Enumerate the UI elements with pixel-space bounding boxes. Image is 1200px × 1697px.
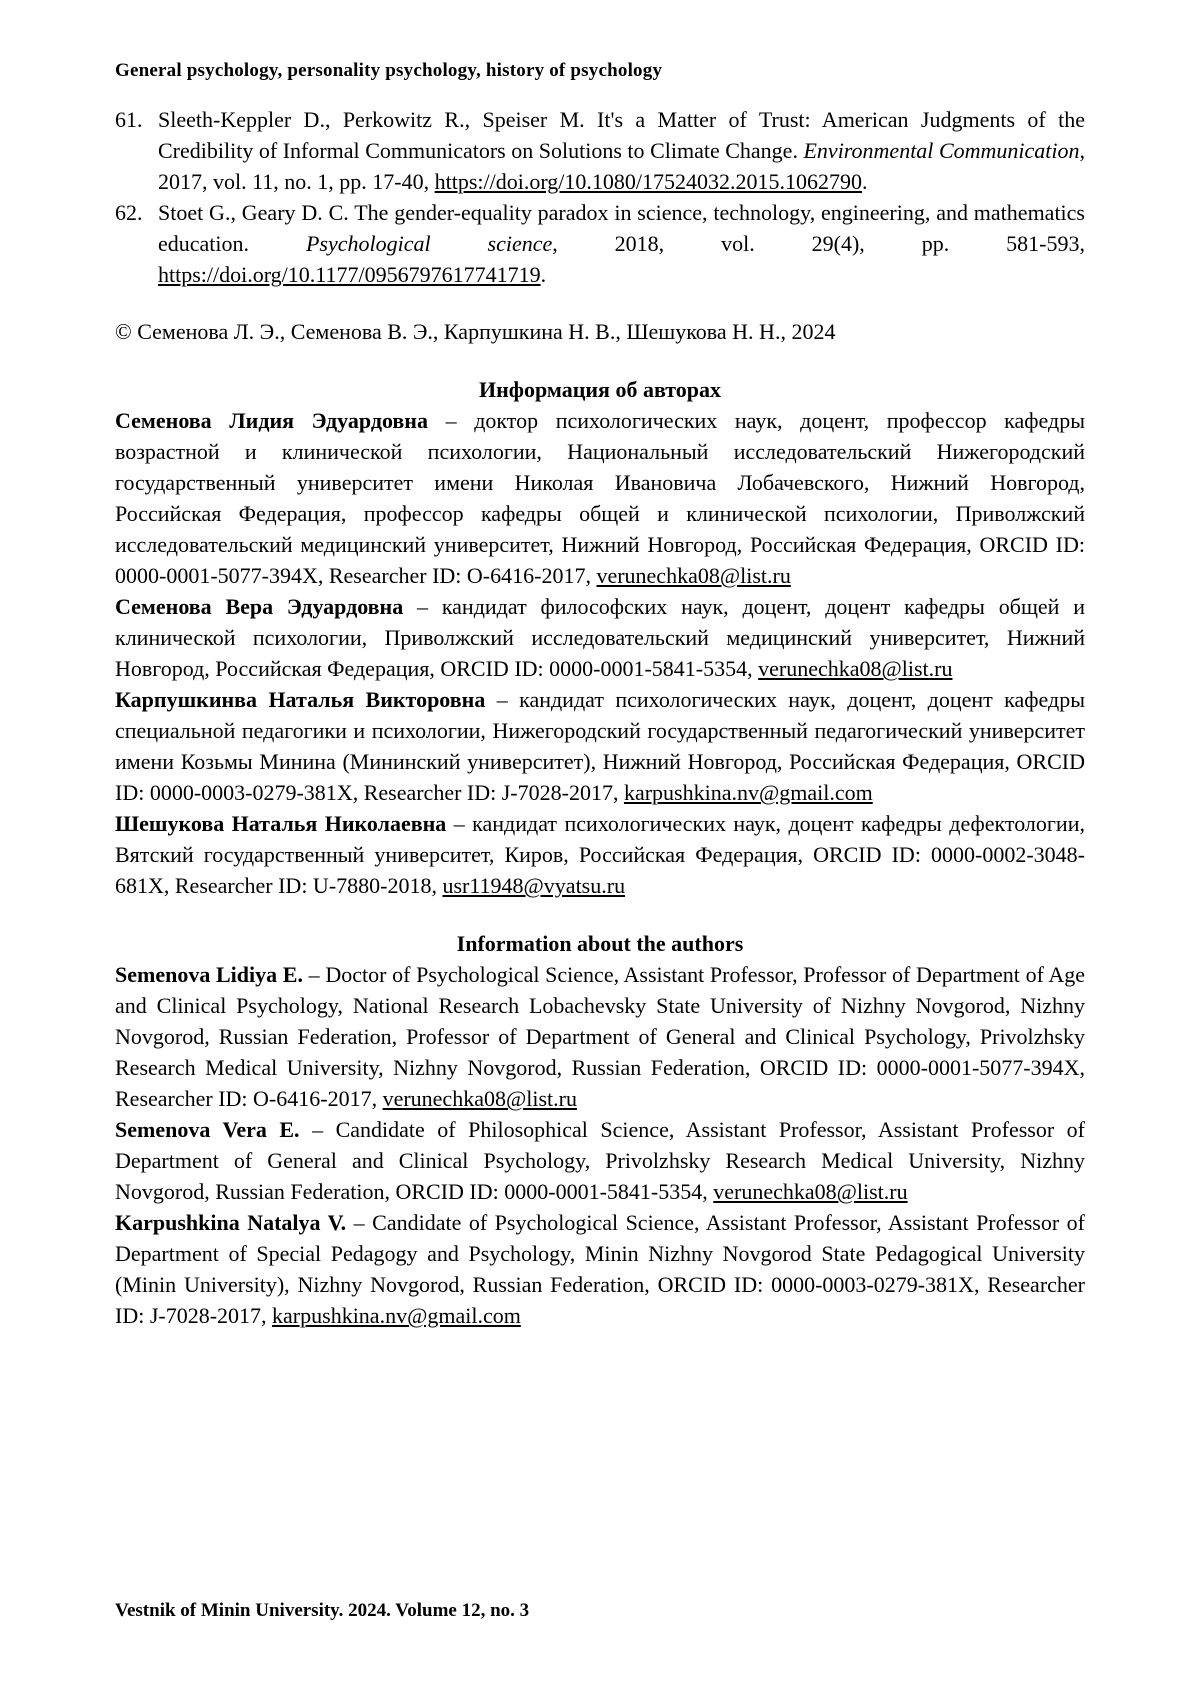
email-link[interactable]: karpushkina.nv@gmail.com	[272, 1303, 521, 1328]
author-paragraph	[115, 808, 1085, 901]
section-heading-ru: Информация об авторах	[478, 377, 722, 402]
doi-link[interactable]: https://doi.org/10.1177/0956797617741719	[158, 262, 541, 287]
author-name: Карпушкинва Наталья Викторовна	[115, 687, 486, 712]
copyright-line: © Семенова Л. Э., Семенова В. Э., Карпушкина Н. В., Шешукова Н. Н., 2024	[115, 319, 836, 344]
author-name: Семенова Лидия Эдуардовна	[115, 408, 428, 433]
authors-info-en	[115, 959, 1085, 1331]
references-list	[115, 104, 1085, 290]
doi-link[interactable]: https://doi.org/10.1080/17524032.2015.1062790	[434, 169, 863, 194]
email-link[interactable]: karpushkina.nv@gmail.com	[623, 780, 873, 805]
author-name: Семенова Вера Эдуардовна	[115, 594, 404, 619]
email-link[interactable]: verunechka08@list.ru	[758, 656, 953, 681]
email-link[interactable]: verunechka08@list.ru	[596, 563, 791, 588]
reference-text: .	[862, 169, 868, 194]
reference-journal-italic: Psychological science	[305, 231, 553, 256]
section-heading-en: Information about the authors	[456, 931, 744, 956]
reference-item-61	[115, 104, 1085, 197]
page-footer: Vestnik of Minin University. 2024. Volume 12, no. 3	[115, 1600, 530, 1621]
author-paragraph	[115, 405, 1085, 591]
reference-text: , 2018, vol. 29(4), pp. 581-593,	[552, 231, 1085, 256]
email-link[interactable]: verunechka08@list.ru	[713, 1179, 908, 1204]
authors-info-ru	[115, 405, 1085, 901]
author-bio: – доктор психологических наук, доцент, профессор кафедры возрастной и клинической психологии, Национальный исследовательский Нижегородский государственный университет имени Николая Ивановича Лобачевского, Нижний Новгород, Российская Федерация, профессор кафедры общей и клинической психологии, Приволжский исследовательский медицинский университет, Нижний Новгород, Российская Федерация, ORCID ID: 0000-0001-5077-394X, Researcher ID: O-6416-2017,	[115, 408, 1086, 588]
reference-text: .	[540, 262, 547, 287]
email-link[interactable]: usr11948@vyatsu.ru	[442, 873, 626, 898]
author-paragraph	[115, 959, 1085, 1114]
author-paragraph	[115, 1114, 1085, 1207]
reference-text: , 2017, vol. 11, no. 1, pp. 17-40,	[158, 138, 1085, 194]
author-name: Semenova Lidiya E.	[115, 962, 303, 987]
author-bio: – Candidate of Psychological Science, Assistant Professor, Assistant Professor of Department of Special Pedagogy and Psychology, Minin Nizhny Novgorod State Pedagogical University (Minin University), Nizhny Novgorod, Russian Federation, ORCID ID: 0000-0003-0279-381X, Researcher ID: J-7028-2017,	[115, 1210, 1085, 1328]
author-bio: – кандидат психологических наук, доцент, доцент кафедры специальной педагогики и психологии, Нижегородский государственный педагогический университет имени Козьмы Минина (Мининский университет), Нижний Новгород, Российская Федерация, ORCID ID: 0000-0003-0279-381X, Researcher ID: J-7028-2017,	[115, 687, 1085, 805]
email-link[interactable]: verunechka08@list.ru	[382, 1086, 577, 1111]
author-paragraph	[115, 591, 1085, 684]
author-paragraph	[115, 684, 1085, 808]
reference-text: Sleeth-Keppler D., Perkowitz R., Speiser M. It's a Matter of Trust: American Judgments of the Credibility of Informal Communicators on Solutions to Climate Change.	[158, 107, 1085, 163]
author-bio: – Doctor of Psychological Science, Assistant Professor, Professor of Department of Age and Clinical Psychology, National Research Lobachevsky State University of Nizhny Novgorod, Nizhny Novgorod, Russian Federation, Professor of Department of General and Clinical Psychology, Privolzhsky Research Medical University, Nizhny Novgorod, Russian Federation, ORCID ID: 0000-0001-5077-394X, Researcher ID: O-6416-2017,	[115, 962, 1086, 1111]
running-header: General psychology, personality psychology, history of psychology	[115, 60, 663, 81]
author-name: Semenova Vera E.	[115, 1117, 300, 1142]
reference-item-62	[115, 197, 1085, 290]
author-bio: – кандидат философских наук, доцент, доцент кафедры общей и клинической психологии, Приволжский исследовательский медицинский университет, Нижний Новгород, Российская Федерация, ORCID ID: 0000-0001-5841-5354,	[115, 594, 1085, 681]
author-paragraph	[115, 1207, 1085, 1331]
author-bio: – кандидат психологических наук, доцент кафедры дефектологии, Вятский государственный университет, Киров, Российская Федерация, ORCID ID: 0000-0002-3048-681X, Researcher ID: U-7880-2018,	[115, 811, 1085, 898]
reference-number: 61.	[115, 107, 143, 132]
author-bio: – Candidate of Philosophical Science, Assistant Professor, Assistant Professor of Department of General and Clinical Psychology, Privolzhsky Research Medical University, Nizhny Novgorod, Russian Federation, ORCID ID: 0000-0001-5841-5354,	[115, 1117, 1085, 1204]
reference-text: Stoet G., Geary D. C. The gender-equality paradox in science, technology, engineering, and mathematics education.	[158, 200, 1085, 256]
author-name: Шешукова Наталья Николаевна	[115, 811, 447, 836]
reference-number: 62.	[115, 200, 143, 225]
reference-journal-italic: Environmental Communication	[803, 138, 1080, 163]
author-name: Karpushkina Natalya V.	[115, 1210, 347, 1235]
